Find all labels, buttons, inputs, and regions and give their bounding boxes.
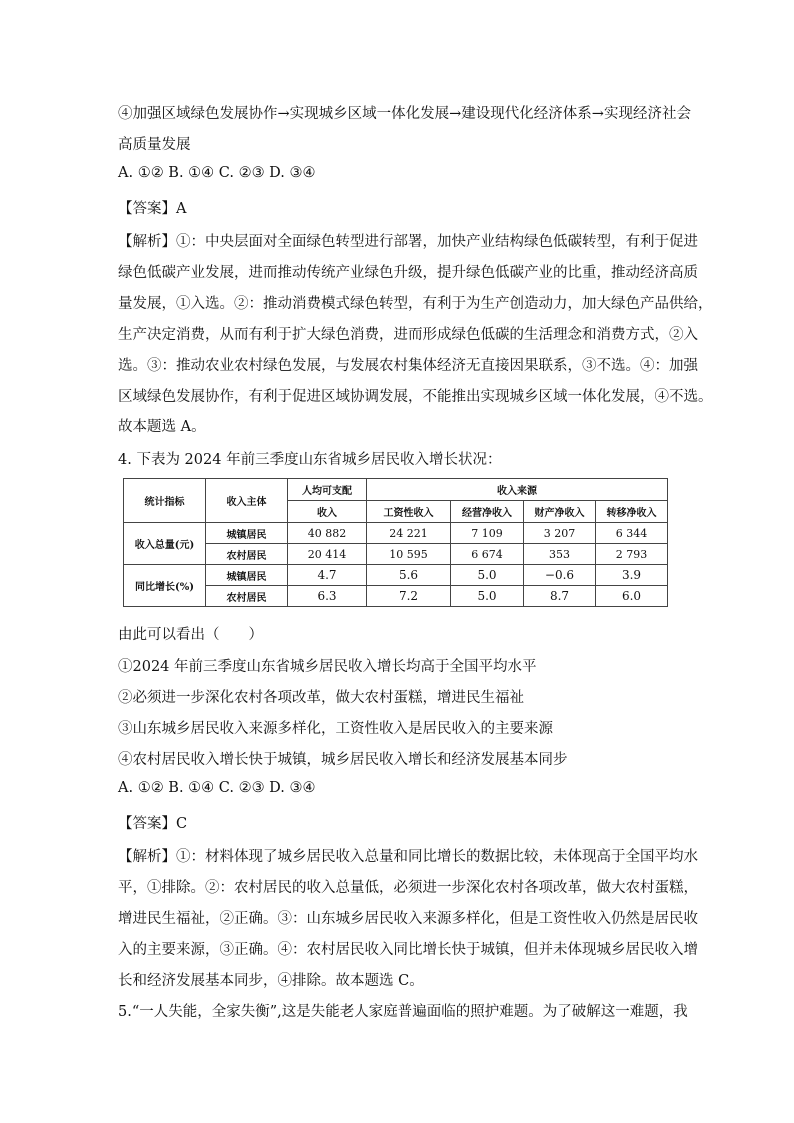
cell-transfer: 6 344	[596, 523, 668, 544]
analysis-line: 增进民生福祉，②正确。③：山东城乡居民收入来源多样化，但是工资性收入仍然是居民收	[118, 911, 698, 927]
option-line: ④农村居民收入增长快于城镇，城乡居民收入增长和经济发展基本同步	[118, 752, 568, 768]
cell-property: −0.6	[524, 565, 596, 586]
cell-total: 6.3	[288, 586, 367, 607]
header-business: 经营净收入	[451, 501, 524, 523]
analysis-line: 选。③：推动农业农村绿色发展，与发展农村集体经济无直接因果联系，③不选。④：加强	[118, 358, 698, 374]
question-prompt: 由此可以看出（ ）	[118, 627, 263, 643]
header-indicator: 统计指标	[124, 479, 206, 523]
cell-subject: 农村居民	[206, 544, 288, 565]
cell-property: 8.7	[524, 586, 596, 607]
answer-options: A. ①② B. ①④ C. ②③ D. ③④	[118, 165, 316, 181]
analysis-line: 平，①排除。②：农村居民的收入总量低，必须进一步深化农村各项改革，做大农村蛋糕，	[118, 880, 698, 896]
cell-subject: 城镇居民	[206, 565, 288, 586]
analysis-line: 量发展，①入选。②：推动消费模式绿色转型，有利于为生产创造动力，加大绿色产品供给，	[118, 296, 713, 312]
header-per-capita: 人均可支配	[288, 479, 367, 501]
header-transfer: 转移净收入	[596, 501, 668, 523]
option-line: ③山东城乡居民收入来源多样化，工资性收入是居民收入的主要来源	[118, 721, 553, 737]
cell-transfer: 3.9	[596, 565, 668, 586]
question-title: 5.“一人失能，全家失衡”,这是失能老人家庭普遍面临的照护难题。为了破解这一难题，我	[118, 1004, 688, 1020]
group-label-growth: 同比增长(%)	[124, 565, 206, 607]
question-title: 4. 下表为 2024 年前三季度山东省城乡居民收入增长状况：	[118, 452, 502, 468]
cell-property: 3 207	[524, 523, 596, 544]
header-per-capita-2: 收入	[288, 501, 367, 523]
group-label-total: 收入总量(元)	[124, 523, 206, 565]
cell-business: 5.0	[451, 586, 524, 607]
cell-wage: 10 595	[367, 544, 451, 565]
cell-total: 4.7	[288, 565, 367, 586]
table-row	[124, 565, 668, 586]
option-line: ②必须进一步深化农村各项改革，做大农村蛋糕，增进民生福祉	[118, 690, 524, 706]
analysis-line: 长和经济发展基本同步，④排除。故本题选 C。	[118, 973, 424, 989]
answer-label: 【答案】A	[118, 201, 187, 217]
text-line: ④加强区域绿色发展协作→实现城乡区域一体化发展→建设现代化经济体系→实现经济社会	[118, 106, 691, 122]
cell-subject: 农村居民	[206, 586, 288, 607]
table-row	[124, 523, 668, 544]
answer-label: 【答案】C	[118, 816, 188, 832]
cell-business: 5.0	[451, 565, 524, 586]
analysis-line: 入的主要来源，③正确。④：农村居民收入同比增长快于城镇，但并未体现城乡居民收入增	[118, 942, 698, 958]
cell-business: 6 674	[451, 544, 524, 565]
cell-transfer: 6.0	[596, 586, 668, 607]
analysis-line: 区域绿色发展协作，有利于促进区域协调发展，不能推出实现城乡区域一体化发展，④不选。	[118, 389, 713, 405]
analysis-line: 生产决定消费，从而有利于扩大绿色消费，进而形成绿色低碳的生活理念和消费方式，②入	[118, 327, 698, 343]
analysis-line: 故本题选 A。	[118, 419, 206, 435]
text-line: 高质量发展	[118, 137, 191, 153]
analysis-line: 【解析】①：中央层面对全面绿色转型进行部署，加快产业结构绿色低碳转型，有利于促进	[118, 234, 698, 250]
table-row	[124, 544, 668, 565]
income-table	[123, 478, 667, 607]
option-line: ①2024 年前三季度山东省城乡居民收入增长均高于全国平均水平	[118, 659, 537, 675]
cell-business: 7 109	[451, 523, 524, 544]
cell-total: 40 882	[288, 523, 367, 544]
header-income-sources: 收入来源	[367, 479, 668, 501]
header-wage: 工资性收入	[367, 501, 451, 523]
analysis-line: 【解析】①：材料体现了城乡居民收入总量和同比增长的数据比较，未体现高于全国平均水	[118, 849, 698, 865]
cell-wage: 7.2	[367, 586, 451, 607]
header-property: 财产净收入	[524, 501, 596, 523]
cell-transfer: 2 793	[596, 544, 668, 565]
cell-total: 20 414	[288, 544, 367, 565]
analysis-line: 绿色低碳产业发展，进而推动传统产业绿色升级，提升绿色低碳产业的比重，推动经济高质	[118, 265, 698, 281]
header-subject: 收入主体	[206, 479, 288, 523]
cell-subject: 城镇居民	[206, 523, 288, 544]
cell-wage: 24 221	[367, 523, 451, 544]
table-row	[124, 586, 668, 607]
answer-options: A. ①② B. ①④ C. ②③ D. ③④	[118, 780, 316, 796]
cell-property: 353	[524, 544, 596, 565]
cell-wage: 5.6	[367, 565, 451, 586]
